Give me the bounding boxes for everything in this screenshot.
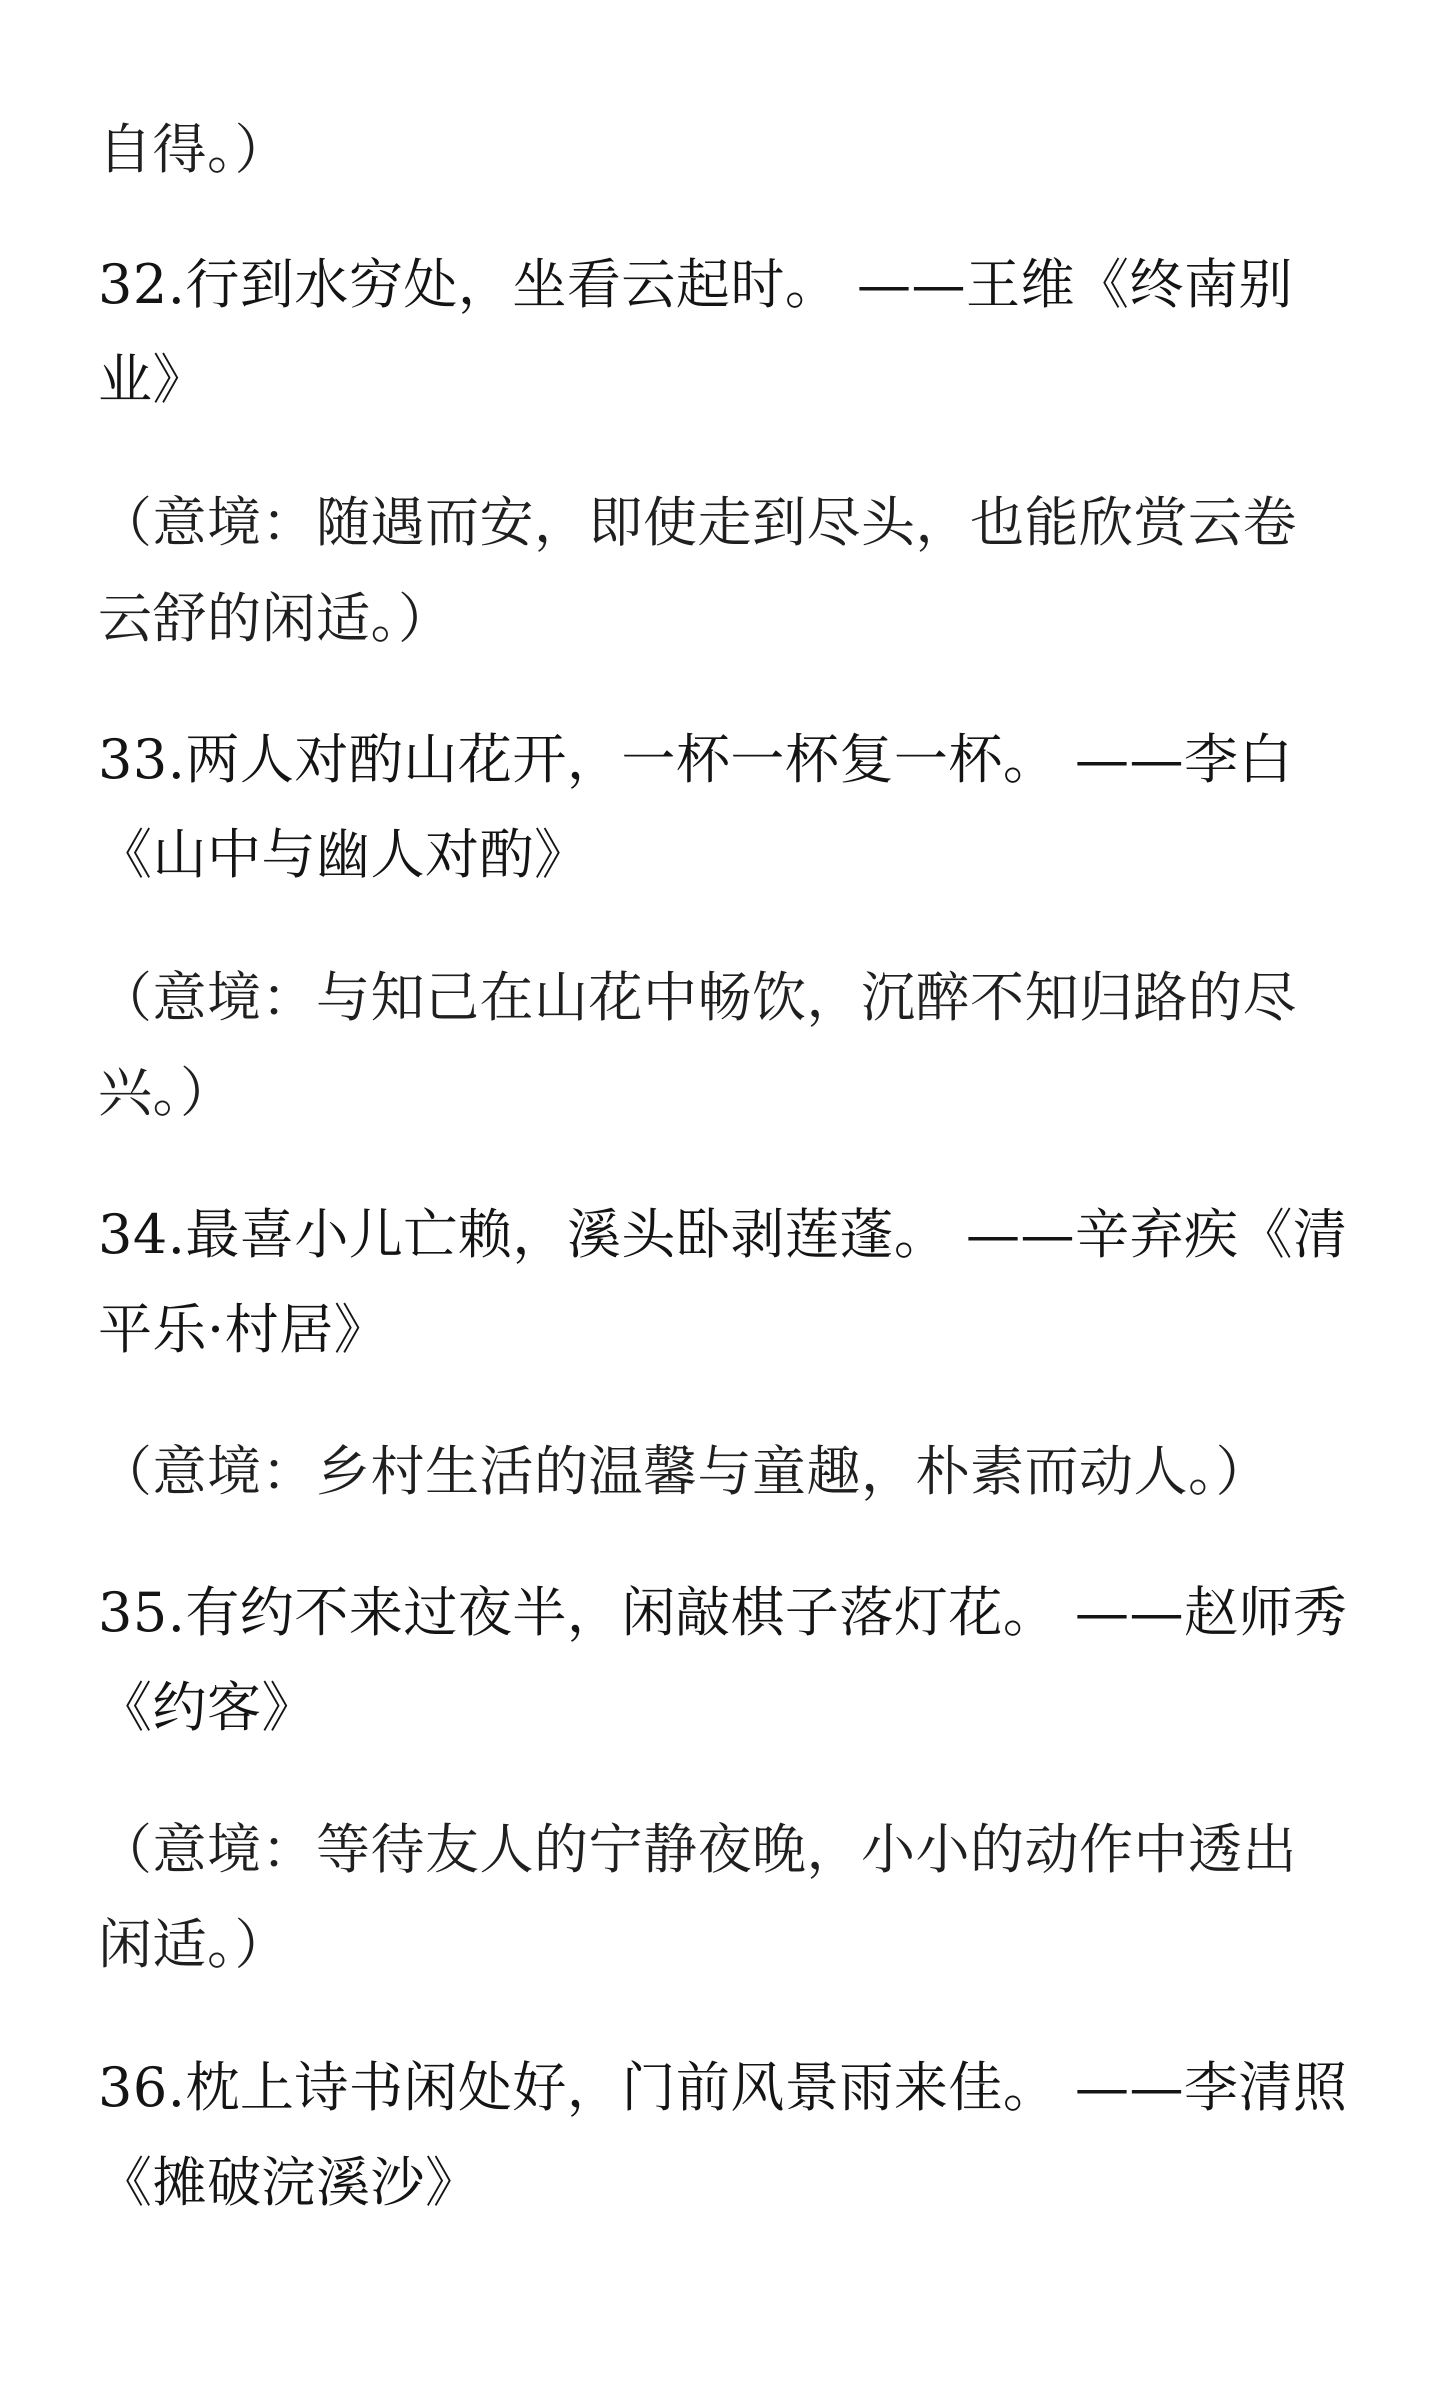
mood-line-35: （意境：等待友人的宁静夜晚，小小的动作中透出 — [98, 1818, 1297, 1881]
poem-line-35: 35.有约不来过夜半，闲敲棋子落灯花。 ——赵师秀 — [98, 1581, 1348, 1644]
mood-line-32: （意境：随遇而安，即使走到尽头，也能欣赏云卷 — [98, 491, 1297, 554]
mood-line-35-cont: 闲适。） — [98, 1913, 289, 1976]
poem-line-32: 32.行到水穷处，坐看云起时。 ——王维《终南别 — [98, 253, 1294, 316]
poem-source-34: 平乐·村居》 — [98, 1298, 389, 1361]
mood-line-32-cont: 云舒的闲适。） — [98, 587, 453, 650]
poem-line-34: 34.最喜小儿亡赖，溪头卧剥莲蓬。 ——辛弃疾《清 — [98, 1203, 1348, 1266]
mood-line-33: （意境：与知己在山花中畅饮，沉醉不知归路的尽 — [98, 966, 1297, 1029]
poem-source-33: 《山中与幽人对酌》 — [98, 823, 589, 886]
text-line-mood-31-end: 自得。） — [98, 118, 289, 181]
poem-line-36: 36.枕上诗书闲处好，门前风景雨来佳。 ——李清照 — [98, 2056, 1348, 2119]
poem-source-32: 业》 — [98, 348, 207, 411]
poem-line-33: 33.两人对酌山花开，一杯一杯复一杯。 ——李白 — [98, 728, 1294, 791]
poem-source-35: 《约客》 — [98, 1676, 316, 1739]
mood-line-33-cont: 兴。） — [98, 1061, 235, 1124]
poem-source-36: 《摊破浣溪沙》 — [98, 2151, 480, 2214]
mood-line-34: （意境：乡村生活的温馨与童趣，朴素而动人。） — [98, 1440, 1270, 1503]
